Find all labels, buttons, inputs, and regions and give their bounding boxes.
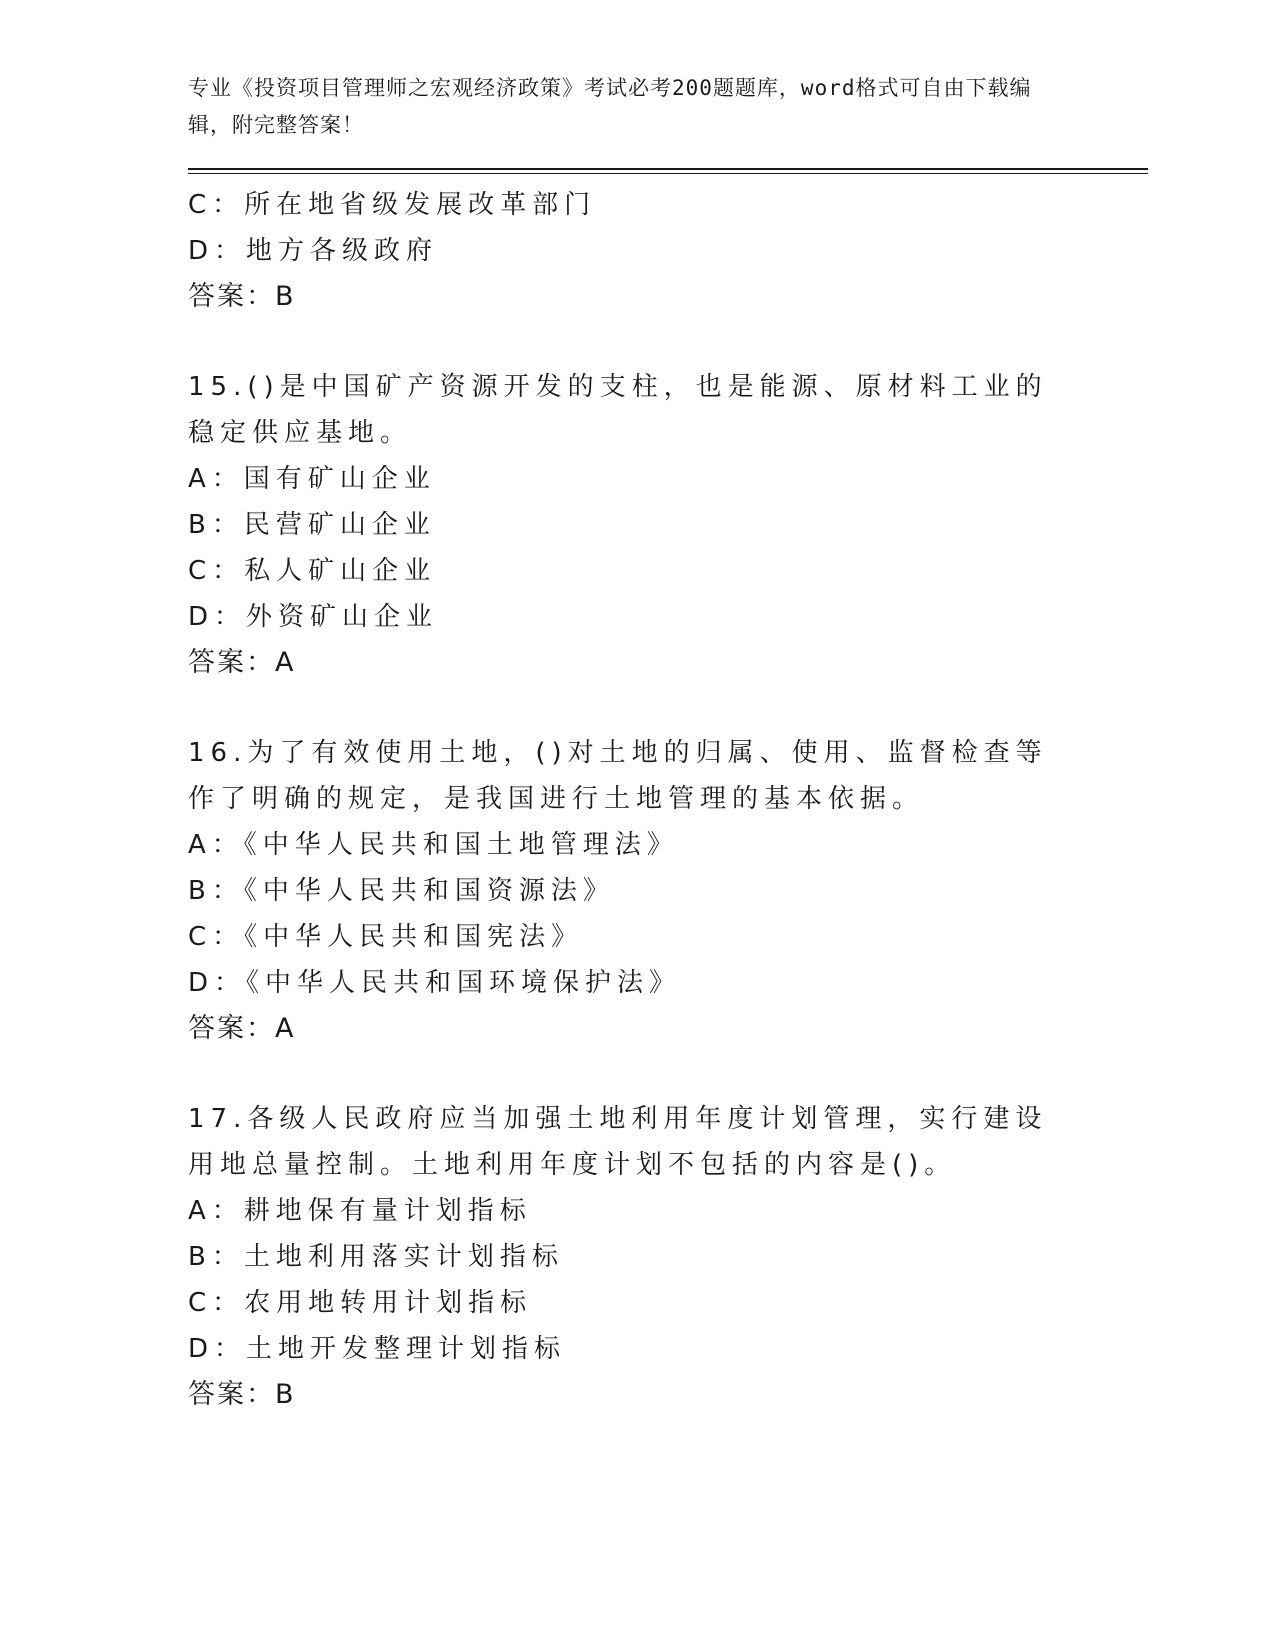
option-d: D：地方各级政府 bbox=[188, 236, 439, 266]
header-divider bbox=[188, 168, 1148, 174]
option-b: B：土地利用落实计划指标 bbox=[188, 1242, 564, 1272]
question-stem: 17.各级人民政府应当加强土地利用年度计划管理，实行建设用地总量控制。土地利用年度计划不包括的内容是()。 bbox=[188, 1104, 1048, 1180]
option-d: D：外资矿山企业 bbox=[188, 602, 439, 632]
option-d: D：《中华人民共和国环境保护法》 bbox=[188, 968, 682, 998]
option-c: C：《中华人民共和国宪法》 bbox=[188, 922, 584, 952]
question-17 bbox=[188, 1096, 1148, 1418]
continued-question bbox=[188, 182, 1148, 320]
option-a: A：耕地保有量计划指标 bbox=[188, 1196, 532, 1226]
document-page bbox=[188, 70, 1148, 1418]
question-stem: 15.()是中国矿产资源开发的支柱，也是能源、原材料工业的稳定供应基地。 bbox=[188, 372, 1048, 448]
option-b: B：民营矿山企业 bbox=[188, 510, 436, 540]
document-header: 专业《投资项目管理师之宏观经济政策》考试必考200题题库，word格式可自由下载编辑，附完整答案！ bbox=[188, 76, 1032, 137]
question-list bbox=[188, 182, 1148, 1418]
answer-line: 答案：B bbox=[188, 281, 296, 312]
option-b: B：《中华人民共和国资源法》 bbox=[188, 876, 615, 906]
answer-line: 答案：A bbox=[188, 647, 296, 678]
option-c: C：农用地转用计划指标 bbox=[188, 1288, 533, 1318]
option-c: C：私人矿山企业 bbox=[188, 556, 437, 586]
option-d: D：土地开发整理计划指标 bbox=[188, 1334, 567, 1364]
option-a: A：《中华人民共和国土地管理法》 bbox=[188, 830, 679, 860]
answer-line: 答案：B bbox=[188, 1379, 296, 1410]
option-a: A：国有矿山企业 bbox=[188, 464, 436, 494]
option-c: C：所在地省级发展改革部门 bbox=[188, 190, 597, 220]
question-stem: 16.为了有效使用土地，()对土地的归属、使用、监督检查等作了明确的规定，是我国进行土地管理的基本依据。 bbox=[188, 738, 1048, 814]
question-15 bbox=[188, 364, 1148, 686]
answer-line: 答案：A bbox=[188, 1013, 296, 1044]
question-16 bbox=[188, 730, 1148, 1052]
